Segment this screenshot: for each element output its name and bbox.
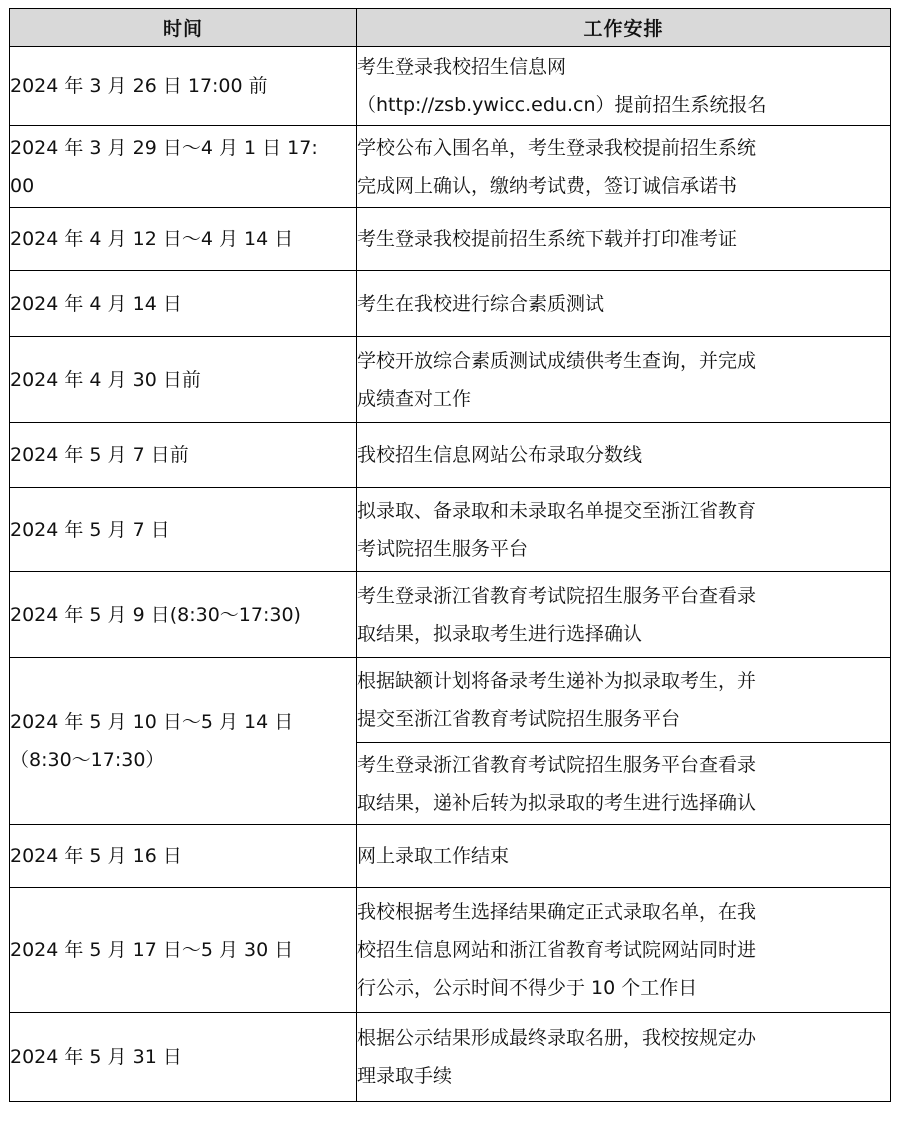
time-text: 2024 年 5 月 7 日前 bbox=[10, 444, 189, 466]
work-cell bbox=[357, 47, 891, 126]
work-text: 提交至浙江省教育考试院招生服务平台 bbox=[357, 708, 681, 730]
work-text: 考生登录我校提前招生系统下载并打印准考证 bbox=[357, 228, 738, 250]
table-row bbox=[10, 208, 891, 271]
time-text: 2024 年 5 月 9 日(8:30～17:30) bbox=[10, 603, 301, 626]
time-cell bbox=[10, 825, 357, 888]
work-text: 行公示，公示时间不得少于 10 个工作日 bbox=[357, 977, 698, 999]
work-cell bbox=[357, 743, 891, 825]
table-row bbox=[10, 47, 891, 126]
table-row bbox=[10, 658, 891, 743]
table-row bbox=[10, 572, 891, 658]
work-cell bbox=[357, 337, 891, 423]
work-text: 考试院招生服务平台 bbox=[357, 537, 529, 560]
time-cell bbox=[10, 888, 357, 1013]
work-cell bbox=[357, 208, 891, 271]
table-row bbox=[10, 423, 891, 488]
time-cell bbox=[10, 47, 357, 126]
work-text: 成绩查对工作 bbox=[357, 387, 472, 410]
work-cell bbox=[357, 271, 891, 337]
time-text: 2024 年 3 月 26 日 17:00 前 bbox=[10, 75, 268, 97]
time-text: 2024 年 4 月 30 日前 bbox=[10, 368, 201, 391]
work-cell bbox=[357, 1013, 891, 1102]
table-row bbox=[10, 271, 891, 337]
work-text: 考生登录浙江省教育考试院招生服务平台查看录 bbox=[357, 753, 757, 776]
time-cell bbox=[10, 271, 357, 337]
time-text: 00 bbox=[10, 174, 35, 197]
time-text: 2024 年 5 月 10 日～5 月 14 日 bbox=[10, 711, 294, 733]
time-cell bbox=[10, 488, 357, 572]
time-text: 2024 年 4 月 12 日～4 月 14 日 bbox=[10, 228, 294, 250]
work-cell bbox=[357, 572, 891, 658]
work-text: 完成网上确认，缴纳考试费，签订诚信承诺书 bbox=[357, 174, 738, 197]
time-cell bbox=[10, 572, 357, 658]
work-text: 理录取手续 bbox=[357, 1065, 453, 1087]
time-cell bbox=[10, 1013, 357, 1102]
work-cell bbox=[357, 126, 891, 208]
work-text: 学校公布入围名单，考生登录我校提前招生系统 bbox=[357, 136, 757, 159]
work-text: 考生在我校进行综合素质测试 bbox=[357, 292, 605, 315]
table-row bbox=[10, 126, 891, 208]
work-text: 校招生信息网站和浙江省教育考试院网站同时进 bbox=[357, 939, 757, 961]
work-text: 学校开放综合素质测试成绩供考生查询，并完成 bbox=[357, 349, 757, 372]
table-row bbox=[10, 488, 891, 572]
work-cell bbox=[357, 825, 891, 888]
work-text: 考生登录我校招生信息网 bbox=[357, 56, 567, 78]
header-work: 工作安排 bbox=[357, 9, 891, 47]
work-text: 我校根据考生选择结果确定正式录取名单，在我 bbox=[357, 901, 757, 923]
work-cell bbox=[357, 488, 891, 572]
work-cell bbox=[357, 888, 891, 1013]
time-cell bbox=[10, 126, 357, 208]
time-text: 2024 年 5 月 31 日 bbox=[10, 1046, 182, 1068]
work-text: 取结果，拟录取考生进行选择确认 bbox=[357, 622, 643, 645]
time-text: 2024 年 4 月 14 日 bbox=[10, 292, 182, 315]
time-text: 2024 年 5 月 16 日 bbox=[10, 845, 182, 867]
time-cell bbox=[10, 658, 357, 825]
work-text: 我校招生信息网站公布录取分数线 bbox=[357, 444, 643, 466]
work-text: 根据缺额计划将备录考生递补为拟录取考生，并 bbox=[357, 670, 757, 692]
work-text: 取结果，递补后转为拟录取的考生进行选择确认 bbox=[357, 791, 757, 814]
table-row bbox=[10, 337, 891, 423]
work-text: 考生登录浙江省教育考试院招生服务平台查看录 bbox=[357, 584, 757, 607]
time-text: 2024 年 5 月 17 日～5 月 30 日 bbox=[10, 939, 294, 961]
time-text: 2024 年 5 月 7 日 bbox=[10, 518, 170, 541]
time-text: （8:30～17:30） bbox=[10, 749, 165, 771]
work-cell bbox=[357, 423, 891, 488]
table-row bbox=[10, 1013, 891, 1102]
table-row bbox=[10, 888, 891, 1013]
table-row bbox=[10, 825, 891, 888]
table-header-row bbox=[10, 9, 891, 47]
time-cell bbox=[10, 337, 357, 423]
work-cell bbox=[357, 658, 891, 743]
time-cell bbox=[10, 208, 357, 271]
admission-schedule-table bbox=[9, 8, 891, 1102]
header-time: 时间 bbox=[10, 9, 357, 47]
work-text: （http://zsb.ywicc.edu.cn）提前招生系统报名 bbox=[357, 94, 767, 116]
work-text: 拟录取、备录取和未录取名单提交至浙江省教育 bbox=[357, 499, 757, 522]
time-cell bbox=[10, 423, 357, 488]
work-text: 网上录取工作结束 bbox=[357, 845, 510, 867]
work-text: 根据公示结果形成最终录取名册，我校按规定办 bbox=[357, 1027, 757, 1049]
time-text: 2024 年 3 月 29 日～4 月 1 日 17: bbox=[10, 136, 318, 159]
